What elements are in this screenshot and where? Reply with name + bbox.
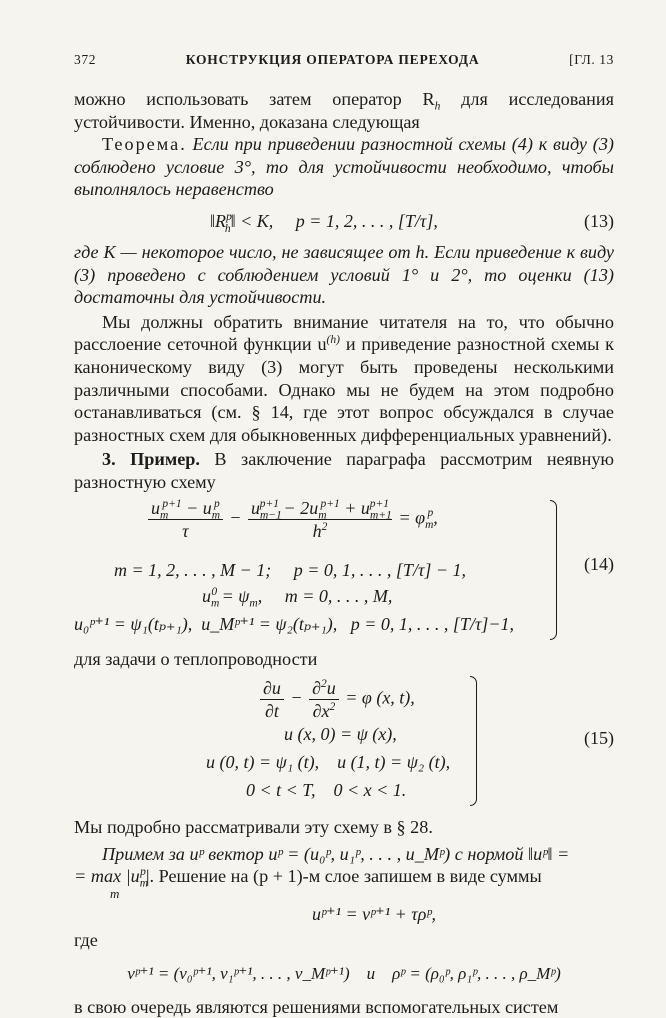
page-number: 372 bbox=[74, 52, 97, 67]
chapter-label: [ГЛ. 13 bbox=[569, 52, 614, 67]
paragraph-norm: Примем за uᵖ вектор uᵖ = (u₀ᵖ, u₁ᵖ, . . . , u_Mᵖ) с нормой ‖uᵖ‖ = bbox=[102, 843, 570, 864]
equation-13: $‖R^p_h‖ < K$, p = 1, 2, . . . , [T/τ], (13) bbox=[74, 201, 614, 241]
running-header bbox=[74, 52, 614, 82]
equation-number-13: (13) bbox=[584, 210, 614, 231]
system-15-brace bbox=[470, 676, 477, 806]
max-subscript: m bbox=[110, 886, 120, 902]
equation-vectors: vᵖ⁺¹ = (v₀ᵖ⁺¹, v₁ᵖ⁺¹, . . . , v_Mᵖ⁺¹) и ρᵖ = (ρ₀ᵖ, ρ₁ᵖ, . . . , ρ_Mᵖ) bbox=[127, 963, 561, 983]
equation-number-15: (15) bbox=[584, 728, 614, 749]
paragraph-last: в свою очередь являются решениями вспомогательных систем bbox=[74, 996, 559, 1017]
system-15-line-4: 0 < t < T, 0 < x < 1. bbox=[246, 780, 407, 801]
paragraph-intro: можно использовать затем оператор $R_h$ для исследования устойчивости. Именно, доказана следующая bbox=[74, 89, 614, 132]
system-15-line-3: u (0, t) = ψ₁ (t), u (1, t) = ψ₂ (t), bbox=[206, 752, 451, 773]
theorem-continuation: где K — некоторое число, не зависящее от h. Если приведение к виду (3) проведено с соблюдением условий 1° и 2°, то оценки (13) достаточны для устойчивости. bbox=[74, 241, 614, 308]
equation-sum: uᵖ⁺¹ = vᵖ⁺¹ + τρᵖ, bbox=[312, 904, 436, 925]
paragraph-remark: Мы должны обратить внимание читателя на то, что обычно расслоение сеточной функции $u^{(h)}$ и приведение разностной схемы к каноническому виду (3) могут быть проведены несколькими различными способами. Однако мы не будем на этом подробно останавливаться (см. § 14, где этот вопрос обсуждался в случае разностных схем для обыкновенных дифференциальных уравнений). bbox=[74, 311, 614, 445]
system-14-line-1: $\frac{u_m^{p+1} - u_m^p}{\tau}$ − $\frac{u_{m-1}^{p+1} - 2u_m^{p+1} + u_{m+1}^{p+1}}{h^2}$ = $\varphi_m^p$, bbox=[146, 498, 438, 541]
system-14-brace bbox=[550, 500, 557, 640]
system-15-line-1: $\frac{\partial u}{\partial t}$ − $\frac{\partial^2u}{\partial x^2}$ = φ (x, t), bbox=[258, 678, 415, 721]
heat-problem-intro: для задачи о теплопроводности bbox=[74, 648, 318, 669]
example-label: 3. Пример. bbox=[102, 449, 200, 470]
paragraph-norm-cont: = $\max |u_m^p|$. Решение на (p + 1)-м слое запишем в виде суммы m bbox=[74, 865, 614, 901]
system-14 bbox=[74, 494, 614, 646]
page bbox=[74, 52, 614, 1018]
theorem-text: Если при приведении разностной схемы (4) к виду (3) соблюдено условие 3°, то для устойчивости необходимо, чтобы выполнялось неравенство bbox=[74, 134, 614, 200]
running-title: КОНСТРУКЦИЯ ОПЕРАТОРА ПЕРЕХОДА bbox=[185, 52, 480, 67]
system-14-line-3: $u_m^0 = \psi_m$, m = 0, . . . , M, bbox=[202, 585, 393, 610]
equation-number-14: (14) bbox=[584, 553, 614, 574]
system-15 bbox=[74, 670, 614, 808]
system-14-line-4: u₀ᵖ⁺¹ = ψ₁(tₚ₊₁), u_Mᵖ⁺¹ = ψ₂(tₚ₊₁), p = 0, 1, . . . , [T/τ]−1, bbox=[74, 613, 515, 634]
system-14-line-2: m = 1, 2, . . . , M − 1; p = 0, 1, . . . , [T/τ] − 1, bbox=[114, 559, 467, 580]
system-15-line-2: u (x, 0) = ψ (x), bbox=[284, 724, 397, 745]
paragraph-reference: Мы подробно рассматривали эту схему в § 28. bbox=[74, 817, 433, 838]
theorem-label: Теорема. bbox=[102, 134, 187, 155]
example-intro: 3. Пример. В заключение параграфа рассмотрим неявную разностную схему bbox=[74, 449, 614, 492]
theorem bbox=[74, 133, 614, 201]
where-label: где bbox=[74, 930, 98, 951]
